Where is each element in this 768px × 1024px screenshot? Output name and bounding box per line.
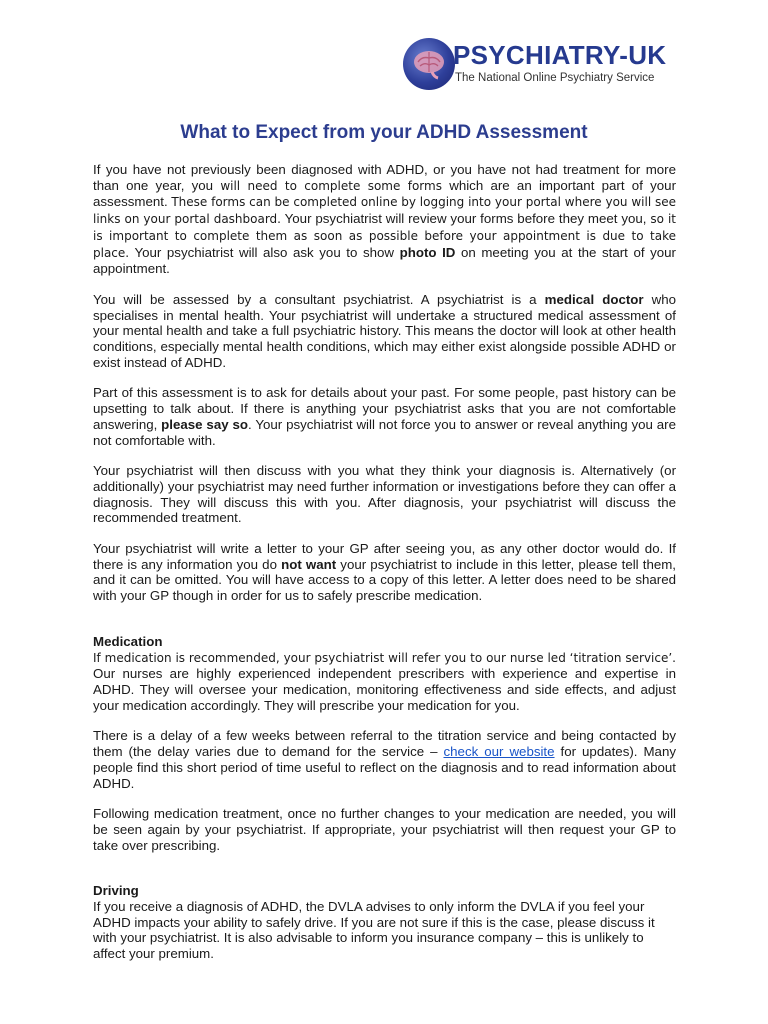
past-history-paragraph: Part of this assessment is to ask for details about your past. For some people, past history can be upsetting to talk about. If there is anything your psychiatrist asks that you are not comfortable answering, please say so. Your psychiatrist will not force you to answer or reveal anything you are not comfortable with. <box>93 385 676 448</box>
check-website-link[interactable]: check our website <box>443 744 555 760</box>
brain-icon <box>410 48 448 80</box>
medication-paragraph-3: Following medication treatment, once no further changes to your medication are needed, you will be seen again by your psychiatrist. If appropriate, your psychiatrist will then request your GP to take over prescribing. <box>93 806 676 853</box>
medication-heading: Medication <box>93 633 163 649</box>
gp-letter-paragraph: Your psychiatrist will write a letter to your GP after seeing you, as any other doctor would do. If there is any information you do not want your psychiatrist to include in this letter, please tell them, and it can be omitted. You will have access to a copy of this letter. A letter does need to be shared with your GP though in order for us to safely prescribe medication. <box>93 541 676 604</box>
logo-tagline: The National Online Psychiatry Service <box>455 72 655 84</box>
assessment-paragraph: You will be assessed by a consultant psychiatrist. A psychiatrist is a medical doctor who specialises in mental health. Your psychiatrist will undertake a structured medical assessment of your mental health and take a full psychiatric history. This means the doctor will look at other health conditions, especially mental health conditions, which may either exist alongside possible ADHD or exist instead of ADHD. <box>93 291 677 370</box>
driving-heading: Driving <box>93 883 139 899</box>
medication-paragraph-2: There is a delay of a few weeks between referral to the titration service and being contacted by them (the delay varies due to demand for the service – check our website for updates). Many people find this short period of time useful to reflect on the diagnosis and to read information about ADHD. <box>93 728 676 791</box>
diagnosis-paragraph: Your psychiatrist will then discuss with you what they think your diagnosis is. Alternatively (or additionally) your psychiatrist may need further information or investigations before they can offer a diagnosis. They will discuss this with you. After diagnosis, your psychiatrist will discuss the recommended treatment. <box>93 463 676 526</box>
medication-paragraph-1: If medication is recommended, your psychiatrist will refer you to our nurse led ‘titration service’. Our nurses are highly experienced independent prescribers with experience and expertise in ADHD. They will oversee your medication, monitoring effectiveness and side effects, and adjust your medication accordingly. They will prescribe your medication for you. <box>93 650 676 713</box>
page-title: What to Expect from your ADHD Assessment <box>180 122 588 143</box>
logo-name: PSYCHIATRY-UK <box>453 40 667 70</box>
intro-paragraph: If you have not previously been diagnosed with ADHD, or you have not had treatment for more than one year, you will need to complete some forms which are an important part of your assessment. These forms can be completed online by logging into your portal where you will see links on your portal dashboard. Your psychiatrist will review your forms before they meet you, so it is important to complete them as soon as possible before your appointment is due to take place. Your psychiatrist will also ask you to show photo ID on meeting you at the start of your appointment. <box>93 162 676 277</box>
logo <box>403 38 683 94</box>
document-body <box>93 162 676 977</box>
driving-paragraph: If you receive a diagnosis of ADHD, the DVLA advises to only inform the DVLA if you feel your ADHD impacts your ability to safely drive. If you are not sure if this is the case, please discuss it with your psychiatrist. It is also advisable to inform you insurance company – this is unlikely to affect your premium. <box>93 899 655 962</box>
